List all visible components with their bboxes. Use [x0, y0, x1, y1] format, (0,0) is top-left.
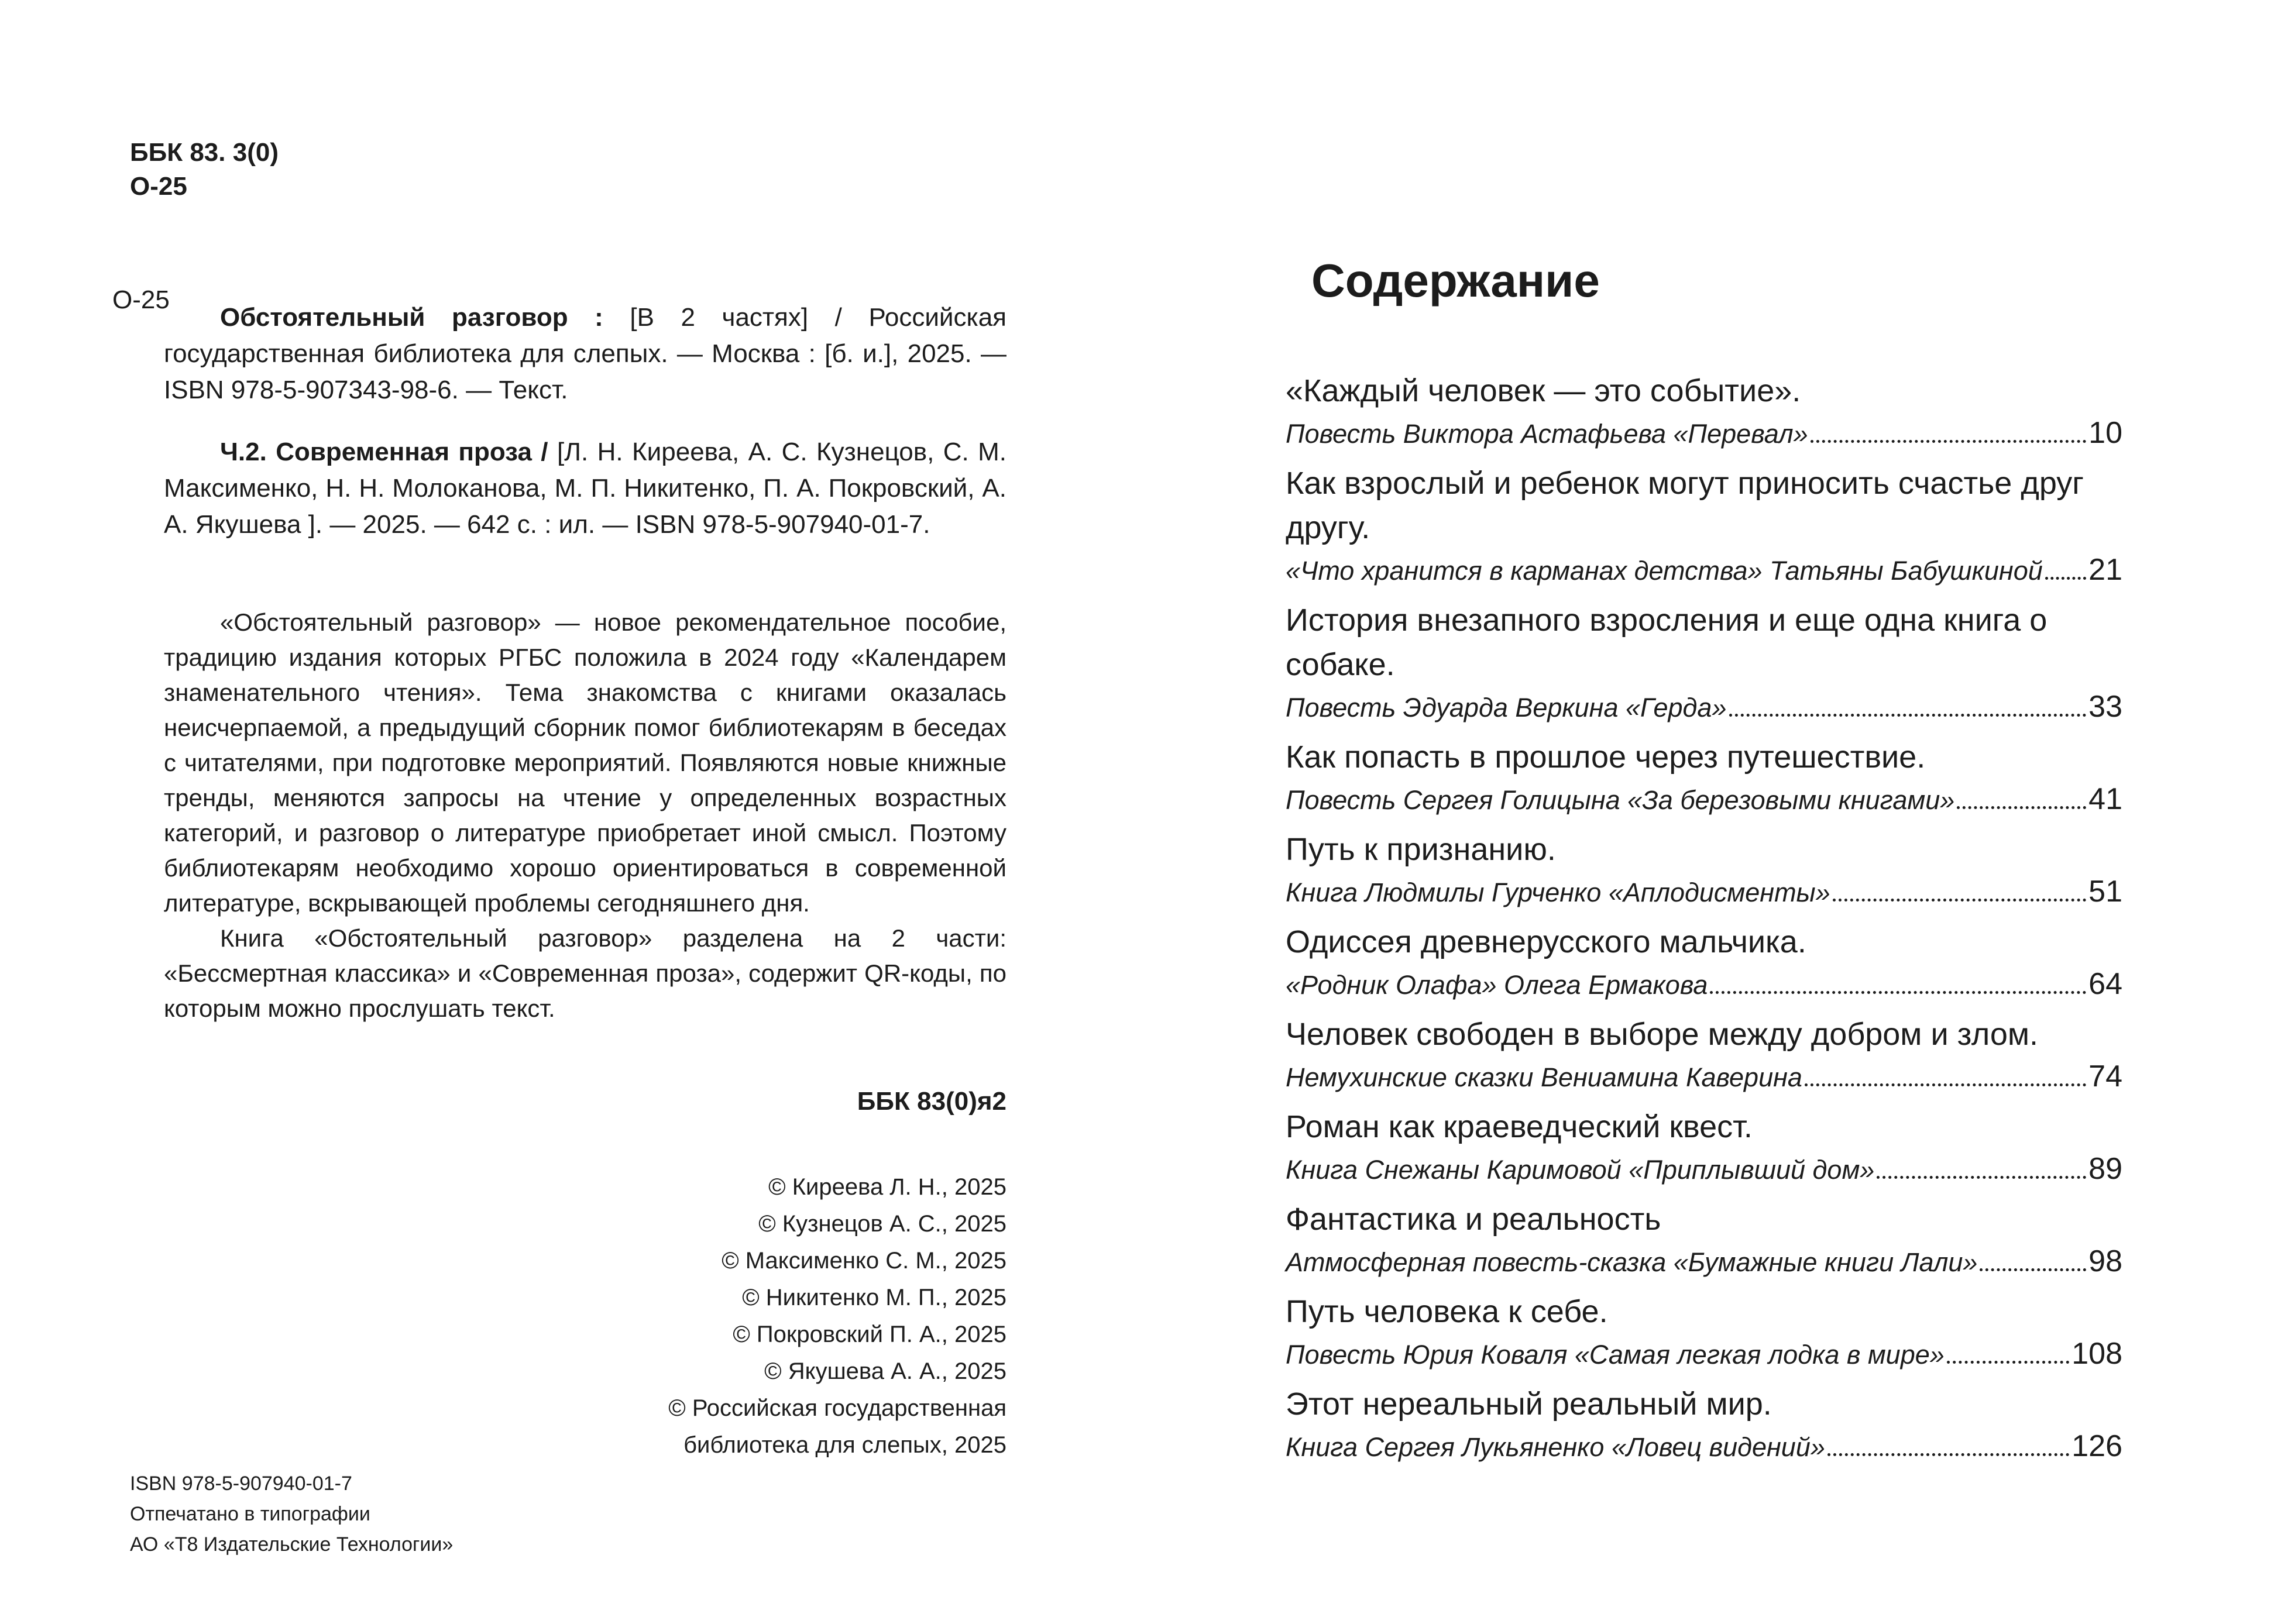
table-of-contents: [1286, 369, 2122, 1474]
author-mark: О-25: [130, 172, 187, 201]
toc-page-number: 21: [2088, 553, 2122, 587]
left-page: [0, 0, 1140, 1624]
part-record: [164, 434, 1006, 543]
toc-page-number: 74: [2088, 1059, 2122, 1093]
toc-entry-subtitle: Повесть Юрия Коваля «Самая легкая лодка в мире»: [1286, 1340, 1945, 1370]
toc-entry-title: Путь человека к себе.: [1286, 1294, 1608, 1329]
dot-leader: [1710, 991, 2086, 994]
toc-entry[interactable]: [1286, 1289, 2122, 1375]
toc-entry-subtitle: Книга Людмилы Гурченко «Аплодисменты»: [1286, 878, 1830, 907]
toc-page-number: 89: [2088, 1152, 2122, 1186]
toc-entry-title: «Каждый человек — это событие».: [1286, 373, 1801, 408]
toc-entry-title: Одиссея древнерусского мальчика.: [1286, 924, 1806, 959]
dot-leader: [1833, 899, 2086, 902]
toc-page-number: 41: [2088, 782, 2122, 816]
isbn-line: ISBN 978-5-907940-01-7: [130, 1472, 352, 1495]
toc-entry-subtitle: Немухинские сказки Вениамина Каверина: [1286, 1062, 1802, 1092]
toc-page-number: 64: [2088, 967, 2122, 1001]
book-title: Обстоятельный разговор :: [220, 303, 603, 332]
copyright-block: [164, 1169, 1006, 1464]
annotation: [164, 605, 1006, 1026]
bibliographic-record: [164, 300, 1006, 408]
dot-leader: [1980, 1268, 2086, 1271]
toc-page-number: 126: [2072, 1429, 2122, 1463]
toc-title: Содержание: [1311, 254, 1600, 307]
copyright-line: © Российская государственная: [668, 1395, 1006, 1421]
toc-entry-title: Как взрослый и ребенок могут приносить счастье друг другу.: [1286, 466, 2084, 545]
catalog-code: О-25: [112, 285, 170, 314]
dot-leader: [2045, 577, 2086, 580]
toc-entry-subtitle: Повесть Эдуарда Веркина «Герда»: [1286, 693, 1727, 722]
copyright-line: © Якушева А. А., 2025: [764, 1358, 1006, 1384]
dot-leader: [1805, 1083, 2086, 1086]
toc-entry[interactable]: [1286, 735, 2122, 820]
bbk-classification: ББК 83(0)я2: [857, 1087, 1006, 1116]
toc-entry-subtitle: Атмосферная повесть-сказка «Бумажные книги Лали»: [1286, 1247, 1978, 1277]
dot-leader: [1827, 1453, 2069, 1456]
dot-leader: [1947, 1361, 2069, 1364]
toc-page-number: 10: [2088, 416, 2122, 450]
toc-entry-subtitle: Книга Снежаны Каримовой «Приплывший дом»: [1286, 1155, 1875, 1185]
toc-entry[interactable]: [1286, 1382, 2122, 1467]
copyright-line: © Максименко С. М., 2025: [722, 1248, 1006, 1274]
copyright-line: © Никитенко М. П., 2025: [742, 1285, 1006, 1310]
toc-page-number: 51: [2088, 875, 2122, 909]
toc-entry-title: Роман как краеведческий квест.: [1286, 1109, 1753, 1144]
copyright-line: © Покровский П. А., 2025: [733, 1322, 1006, 1347]
toc-entry[interactable]: [1286, 1197, 2122, 1282]
dot-leader: [1877, 1176, 2086, 1179]
toc-entry[interactable]: [1286, 827, 2122, 913]
toc-entry-title: Этот нереальный реальный мир.: [1286, 1386, 1772, 1422]
dot-leader: [1811, 440, 2087, 443]
toc-entry-subtitle: Повесть Сергея Голицына «За березовыми книгами»: [1286, 785, 1955, 815]
toc-entry-title: История внезапного взросления и еще одна книга о собаке.: [1286, 603, 2048, 682]
printer-name: АО «Т8 Издательские Технологии»: [130, 1533, 454, 1556]
toc-entry[interactable]: [1286, 1105, 2122, 1190]
toc-entry[interactable]: [1286, 598, 2122, 728]
bbk-header: [130, 136, 279, 204]
toc-entry-subtitle: Книга Сергея Лукьяненко «Ловец видений»: [1286, 1432, 1825, 1462]
toc-entry-title: Путь к признанию.: [1286, 832, 1556, 867]
toc-entry[interactable]: [1286, 1012, 2122, 1097]
annotation-paragraph: Книга «Обстоятельный разговор» разделена на 2 части: «Бессмертная классика» и «Современная проза», содержит QR-коды, по которым можно прослушать текст.: [164, 924, 1006, 1022]
toc-entry-subtitle: Повесть Виктора Астафьева «Перевал»: [1286, 419, 1808, 449]
toc-entry-subtitle: «Родник Олафа» Олега Ермакова: [1286, 970, 1708, 1000]
toc-page-number: 98: [2088, 1244, 2122, 1278]
toc-page-number: 33: [2088, 690, 2122, 724]
toc-entry-title: Фантастика и реальность: [1286, 1202, 1661, 1237]
right-page: [1140, 0, 2281, 1624]
dot-leader: [1729, 714, 2087, 717]
imprint-block: [130, 1468, 453, 1560]
toc-entry[interactable]: [1286, 920, 2122, 1005]
toc-entry[interactable]: [1286, 369, 2122, 454]
copyright-line: библиотека для слепых, 2025: [683, 1432, 1006, 1458]
printer-line: Отпечатано в типографии: [130, 1503, 370, 1525]
toc-entry-title: Как попасть в прошлое через путешествие.: [1286, 739, 1926, 775]
bbk-code: ББК 83. 3(0): [130, 138, 279, 167]
toc-entry-title: Человек свободен в выборе между добром и злом.: [1286, 1017, 2039, 1052]
book-details: [В 2 частях] / Российская государственная библиотека для слепых. — Москва : [б. и.], 2025. — ISBN 978-5-907343-98-6. — Текст.: [164, 303, 1006, 404]
toc-entry[interactable]: [1286, 461, 2122, 591]
toc-entry-subtitle: «Что хранится в карманах детства» Татьяны Бабушкиной: [1286, 556, 2043, 586]
toc-page-number: 108: [2072, 1337, 2122, 1371]
part-details: [Л. Н. Киреева, А. С. Кузнецов, С. М. Максименко, Н. Н. Молоканова, М. П. Никитенко, П. А. Покровский, А. А. Якушева ]. — 2025. — 642 с. : ил. — ISBN 978-5-907940-01-7.: [164, 438, 1007, 539]
copyright-line: © Кузнецов А. С., 2025: [758, 1211, 1006, 1237]
part-title: Ч.2. Современная проза /: [220, 438, 548, 466]
annotation-paragraph: «Обстоятельный разговор» — новое рекомендательное пособие, традицию издания которых РГБС положила в 2024 году «Календарем знаменательного чтения». Тема знакомства с книгами оказалась неисчерпаемой, а предыдущий сборник помог библиотекарям в беседах с читателями, при подготовке мероприятий. Появляются новые книжные тренды, меняются запросы на чтение у определенных возрастных категорий, и разговор о литературе приобретает иной смысл. Поэтому библиотекарям необходимо хорошо ориентироваться в современной литературе, вскрывающей проблемы сегодняшнего дня.: [164, 608, 1006, 917]
copyright-line: © Киреева Л. Н., 2025: [768, 1174, 1006, 1200]
dot-leader: [1957, 806, 2086, 809]
